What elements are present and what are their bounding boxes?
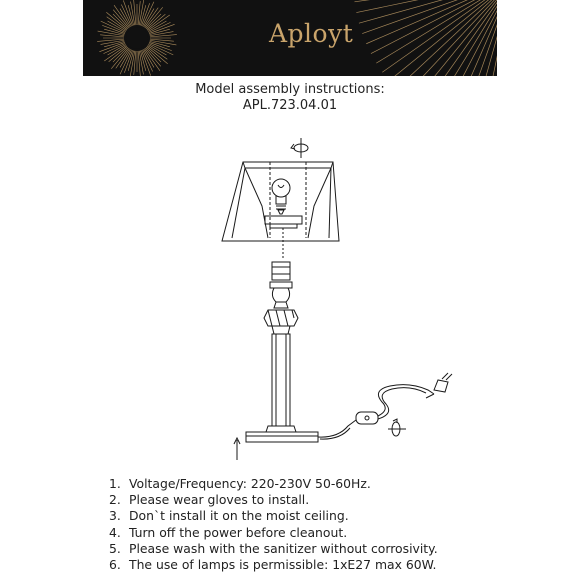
- list-item-number: 1.: [109, 476, 121, 491]
- list-item-number: 5.: [109, 540, 121, 556]
- lamp-shade: [222, 162, 339, 241]
- plug-icon: [426, 373, 452, 398]
- page-title: Model assembly instructions:: [195, 82, 385, 97]
- lamp-holder: [265, 216, 302, 258]
- list-item-text: Please wash with the sanitizer without corrosivity.: [129, 540, 438, 556]
- instruction-list: [109, 476, 438, 573]
- list-item-number: 6.: [109, 557, 121, 573]
- list-item: [109, 492, 438, 508]
- bulb-icon: [272, 179, 290, 214]
- list-item-text: Turn off the power before cleanout.: [129, 524, 348, 540]
- lamp-base: [246, 432, 318, 442]
- up-arrow-icon: [234, 438, 240, 460]
- list-item: [109, 508, 438, 524]
- switch-icon: [356, 385, 434, 424]
- lamp-socket: [272, 262, 290, 280]
- list-item: [109, 525, 438, 541]
- list-item-text: Please wear gloves to install.: [129, 492, 310, 508]
- list-item-text: Voltage/Frequency: 220-230V 50-60Hz.: [129, 476, 371, 491]
- list-item: [109, 557, 438, 573]
- model-number: APL.723.04.01: [242, 98, 338, 113]
- list-item-number: 2.: [109, 492, 121, 508]
- list-item-text: Don`t install it on the moist ceiling.: [129, 508, 349, 524]
- list-item-text: The use of lamps is permissible: 1xE27 max 60W.: [129, 557, 437, 573]
- list-item: [109, 476, 438, 492]
- rotate-arrow-icon: [388, 419, 406, 436]
- lamp-neck: [264, 282, 298, 334]
- power-cord: [318, 420, 356, 439]
- list-item-number: 3.: [109, 508, 121, 524]
- list-item-number: 4.: [109, 524, 121, 540]
- brand-banner: [83, 0, 497, 76]
- rotate-arrow-icon: [291, 138, 308, 158]
- list-item: [109, 541, 438, 557]
- lamp-column: [266, 334, 296, 432]
- brand-logo-text: Aployt: [269, 19, 354, 48]
- assembly-diagram: [210, 128, 480, 468]
